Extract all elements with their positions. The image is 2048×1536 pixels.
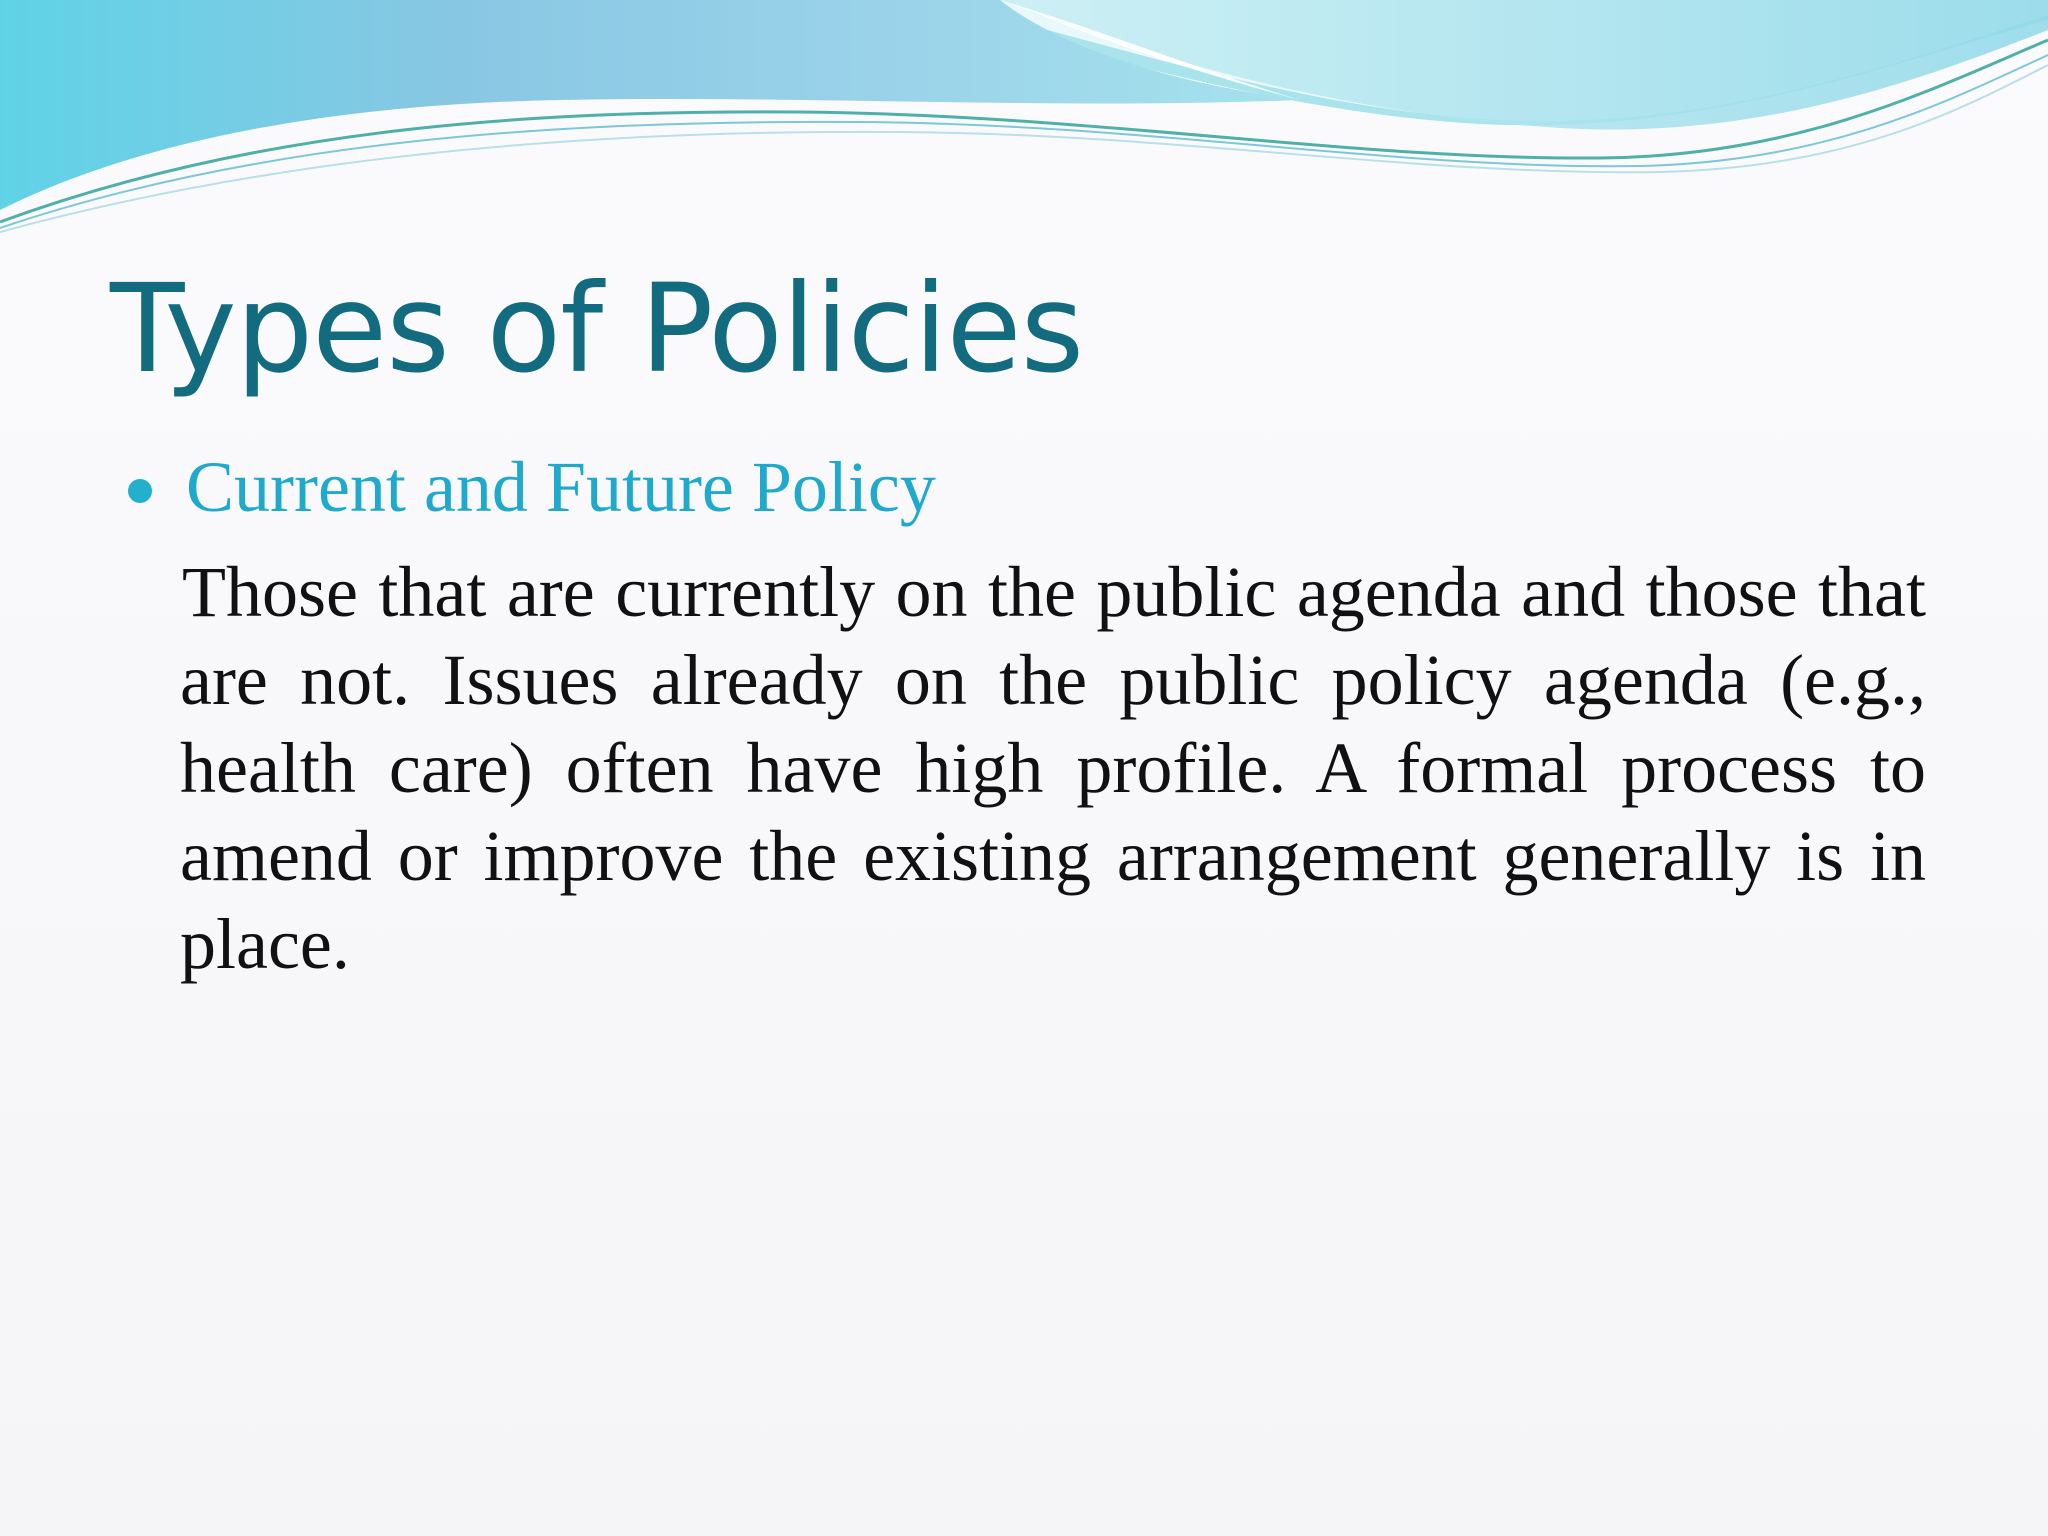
bullet-item bbox=[128, 448, 936, 527]
header-wave-decoration bbox=[0, 0, 2048, 260]
bullet-heading: Current and Future Policy bbox=[186, 447, 936, 527]
bullet-dot-icon bbox=[128, 479, 152, 503]
slide-title: Types of Policies bbox=[110, 258, 1084, 400]
body-paragraph: Those that are currently on the public agenda and those that are not. Issues already on the public policy agenda (e.g., health care) often have high profile. A formal process to amend or improve the existing arrangement generally is in place. bbox=[180, 552, 1926, 984]
